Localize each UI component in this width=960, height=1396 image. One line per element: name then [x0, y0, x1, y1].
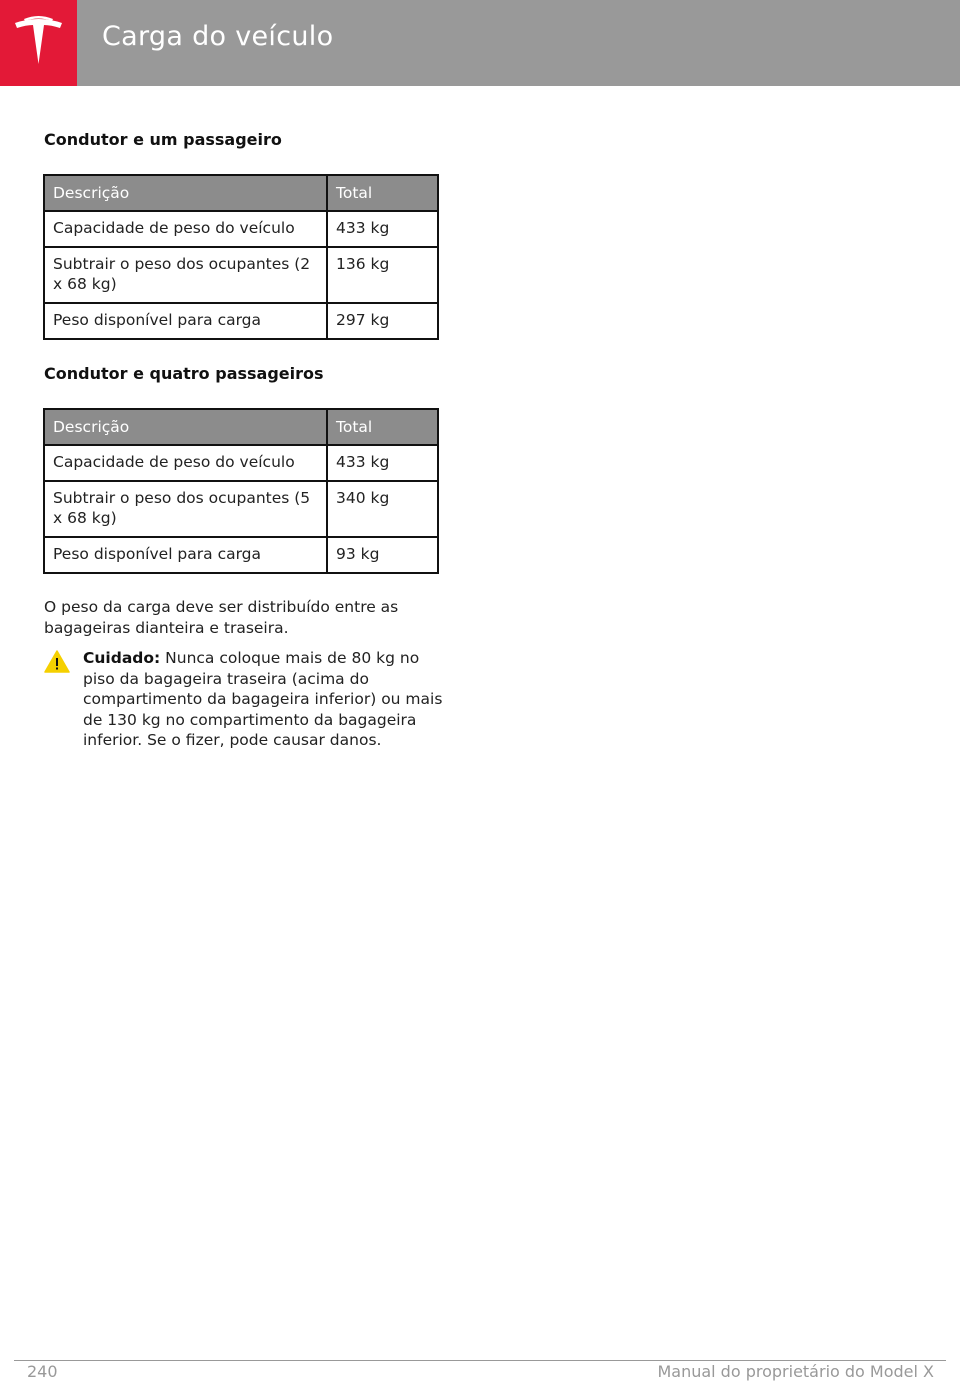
table-row [44, 445, 438, 481]
table-row [44, 481, 438, 537]
cell-description: Subtrair o peso dos ocupantes (2 x 68 kg) [44, 247, 327, 303]
section-title-one-passenger: Condutor e um passageiro [44, 130, 282, 149]
table-row [44, 303, 438, 339]
caution-body: Nunca coloque mais de 80 kg no piso da bagageira traseira (acima do compartimento da bagageira inferior) ou mais de 130 kg no compartimento da bagageira inferior. Se o fizer, pode causar danos. [83, 649, 443, 749]
page-header [0, 0, 960, 86]
page-title: Carga do veículo [102, 21, 334, 52]
column-header-total: Total [327, 409, 438, 445]
caution-text [83, 648, 443, 751]
table-header-row [44, 409, 438, 445]
cell-total: 136 kg [327, 247, 438, 303]
footer-divider [14, 1360, 946, 1361]
cell-total: 340 kg [327, 481, 438, 537]
cell-description: Peso disponível para carga [44, 303, 327, 339]
page-number: 240 [27, 1362, 58, 1381]
weight-table-four-passengers [43, 408, 439, 574]
table-header-row [44, 175, 438, 211]
cell-description: Capacidade de peso do veículo [44, 211, 327, 247]
brand-logo [0, 0, 77, 86]
tesla-logo-icon [11, 14, 66, 69]
cell-total: 297 kg [327, 303, 438, 339]
section-title-four-passengers: Condutor e quatro passageiros [44, 364, 324, 383]
table-row [44, 211, 438, 247]
cell-description: Subtrair o peso dos ocupantes (5 x 68 kg) [44, 481, 327, 537]
cell-description: Capacidade de peso do veículo [44, 445, 327, 481]
distribution-paragraph: O peso da carga deve ser distribuído entre as bagageiras dianteira e traseira. [44, 598, 399, 637]
cell-description: Peso disponível para carga [44, 537, 327, 573]
table-row [44, 247, 438, 303]
warning-triangle-icon [44, 650, 70, 674]
weight-table-one-passenger [43, 174, 439, 340]
table-row [44, 537, 438, 573]
column-header-description: Descrição [44, 175, 327, 211]
caution-label: Cuidado: [83, 649, 161, 667]
cell-total: 433 kg [327, 211, 438, 247]
manual-name: Manual do proprietário do Model X [657, 1362, 934, 1381]
column-header-description: Descrição [44, 409, 327, 445]
cell-total: 93 kg [327, 537, 438, 573]
cell-total: 433 kg [327, 445, 438, 481]
column-header-total: Total [327, 175, 438, 211]
